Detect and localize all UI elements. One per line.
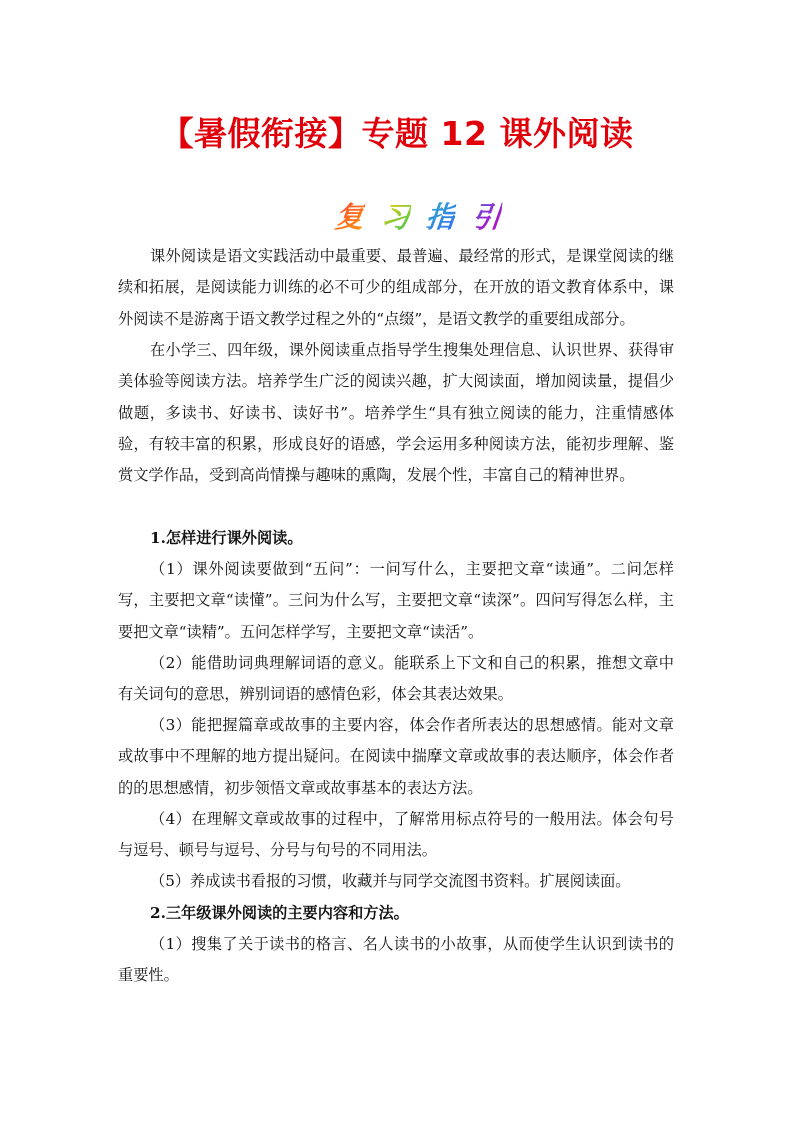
review-guide-banner bbox=[335, 199, 501, 235]
section-heading-1: 1.怎样进行课外阅读。 bbox=[150, 529, 303, 547]
banner-char: 引 bbox=[470, 200, 503, 234]
list-item: （1）搜集了关于读书的格言、名人读书的小故事，从而使学生认识到读书的重要性。 bbox=[118, 935, 674, 985]
list-item: （2）能借助词典理解词语的意义。能联系上下文和自己的积累，推想文章中有关词句的意思，辨别词语的感情色彩，体会其表达效果。 bbox=[118, 654, 674, 704]
list-item: （5）养成读书看报的习惯，收藏并与同学交流图书资料。扩展阅读面。 bbox=[150, 872, 631, 890]
banner-char: 复 bbox=[333, 200, 366, 234]
banner-char: 习 bbox=[378, 200, 412, 234]
intro-paragraph: 课外阅读是语文实践活动中最重要、最普遍、最经常的形式，是课堂阅读的继续和拓展，是阅读能力训练的必不可少的组成部分，在开放的语文教育体系中，课外阅读不是游离于语文教学过程之外的“点缀”，是语文教学的重要组成部分。 bbox=[118, 247, 674, 328]
section-heading-2: 2.三年级课外阅读的主要内容和方法。 bbox=[150, 904, 409, 922]
list-item: （1）课外阅读要做到“五问”：一问写什么，主要把文章“读通”。二问怎样写，主要把文章“读懂”。三问为什么写，主要把文章“读深”。四问写得怎么样，主要把文章“读精”。五问怎样学写，主要把文章“读活”。 bbox=[118, 560, 674, 641]
page-title: 【暑假衔接】专题 12 课外阅读 bbox=[160, 114, 634, 153]
banner-char: 指 bbox=[424, 200, 458, 234]
list-item: （3）能把握篇章或故事的主要内容，体会作者所表达的思想感情。能对文章或故事中不理解的地方提出疑问。在阅读中揣摩文章或故事的表达顺序，体会作者的的思想感情，初步领悟文章或故事基本的表达方法。 bbox=[118, 716, 674, 797]
grade-paragraph: 在小学三、四年级，课外阅读重点指导学生搜集处理信息、认识世界、获得审美体验等阅读方法。培养学生广泛的阅读兴趣，扩大阅读面，增加阅读量，提倡少做题，多读书、好读书、读好书”。培养学生“具有独立阅读的能力，注重情感体验，有较丰富的积累，形成良好的语感，学会运用多种阅读方法，能初步理解、鉴赏文学作品，受到高尚情操与趣味的熏陶，发展个性，丰富自己的精神世界。 bbox=[118, 341, 674, 485]
list-item: （4）在理解文章或故事的过程中，了解常用标点符号的一般用法。体会句号与逗号、顿号与逗号、分号与句号的不同用法。 bbox=[118, 810, 674, 860]
